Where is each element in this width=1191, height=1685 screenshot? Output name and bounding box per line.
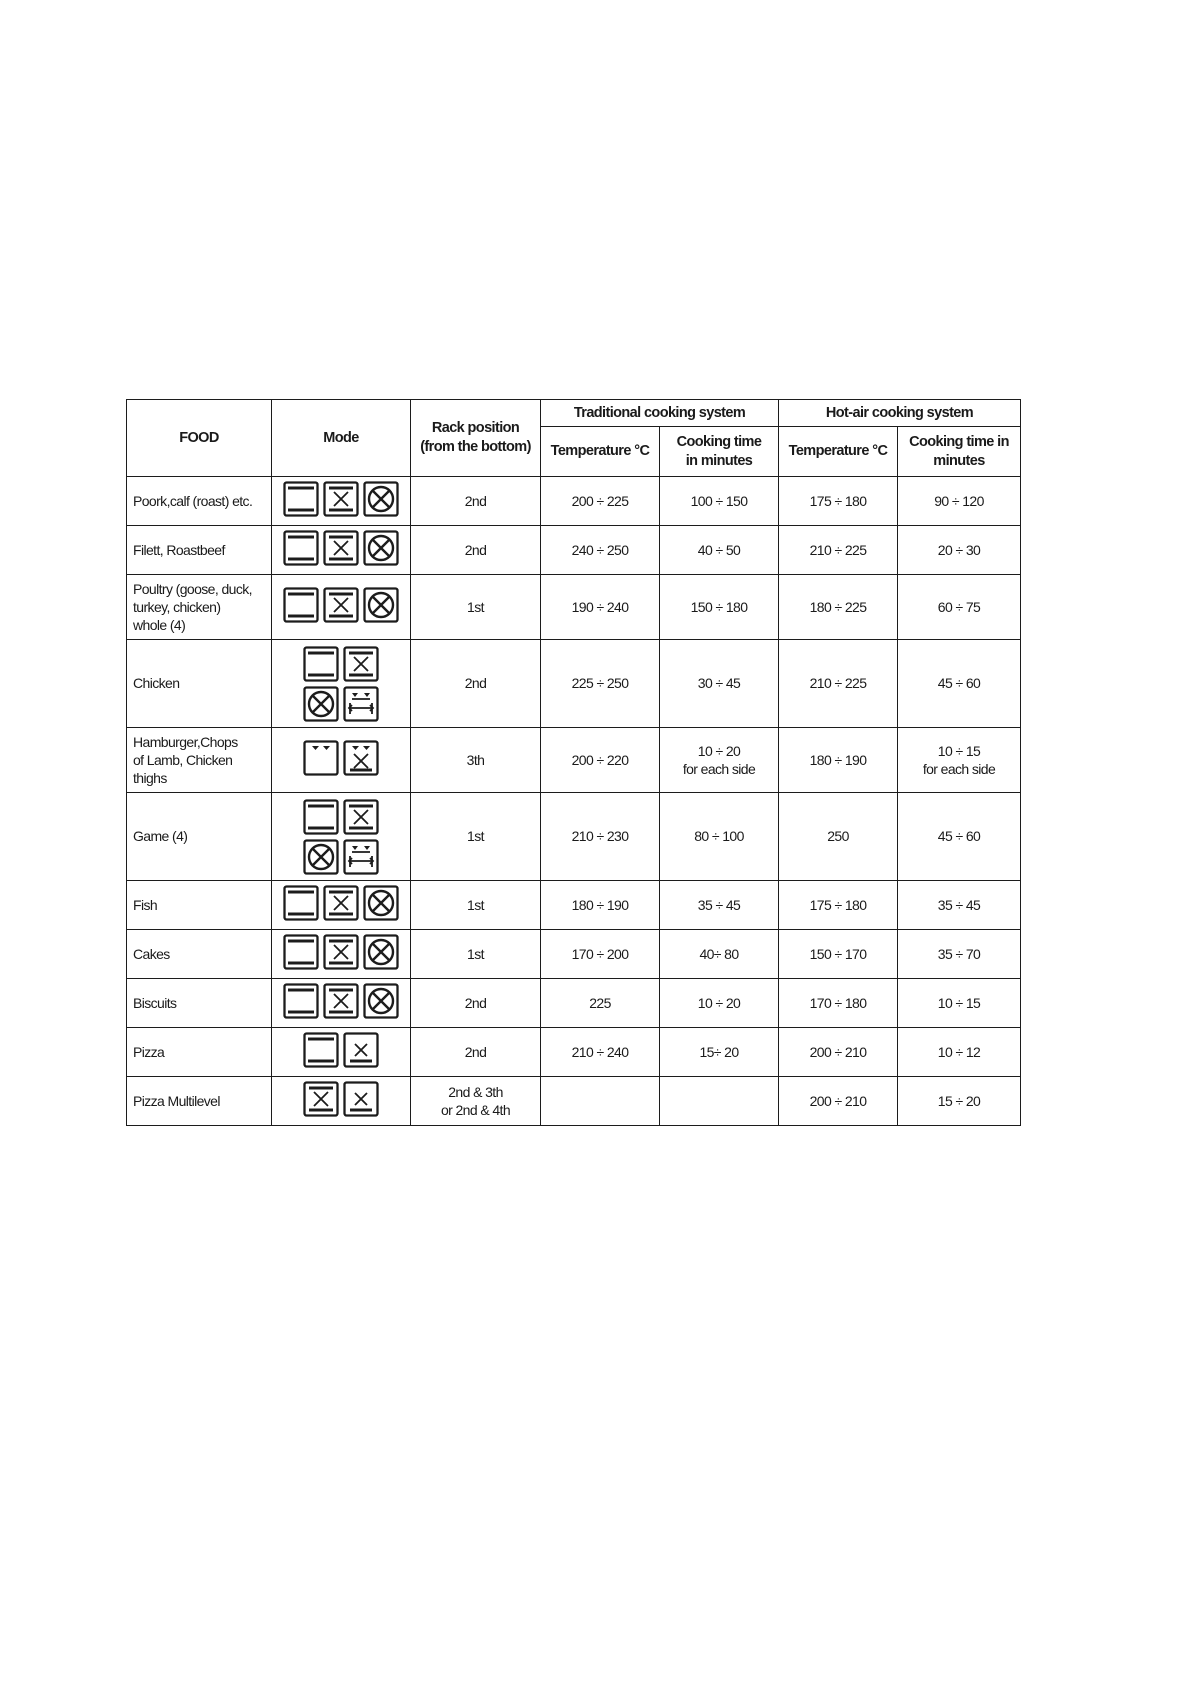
- fan-grill-icon: [323, 530, 359, 566]
- table-row: [127, 881, 1021, 930]
- table-row: [127, 793, 1021, 881]
- traditional-cooking-time-cell: 80 ÷ 100: [660, 793, 779, 881]
- header-food: FOOD: [127, 400, 272, 477]
- rack-position-cell: 3th: [411, 728, 541, 793]
- food-cell: Hamburger,Chops of Lamb, Chicken thighs: [127, 728, 272, 793]
- hot-air-temperature-cell: 175 ÷ 180: [779, 881, 898, 930]
- cooking-table: [126, 399, 1021, 1126]
- traditional-cooking-time-cell: [660, 1077, 779, 1126]
- food-cell: Fish: [127, 881, 272, 930]
- table-row: [127, 477, 1021, 526]
- hot-air-cooking-time-cell: 10 ÷ 15: [898, 979, 1021, 1028]
- food-cell: Pizza: [127, 1028, 272, 1077]
- rack-position-cell: 1st: [411, 793, 541, 881]
- food-cell: Game (4): [127, 793, 272, 881]
- traditional-cooking-time-cell: 150 ÷ 180: [660, 575, 779, 640]
- mode-cell: [272, 575, 411, 640]
- hot-air-temperature-cell: 200 ÷ 210: [779, 1077, 898, 1126]
- top-bottom-heat-icon: [283, 885, 319, 921]
- traditional-cooking-time-cell: 15÷ 20: [660, 1028, 779, 1077]
- traditional-cooking-time-cell: 10 ÷ 20: [660, 979, 779, 1028]
- fan-grill-icon: [303, 1081, 339, 1117]
- hot-air-temperature-cell: 175 ÷ 180: [779, 477, 898, 526]
- fan-icon: [303, 839, 339, 875]
- top-bottom-heat-icon: [283, 983, 319, 1019]
- table-row: [127, 1077, 1021, 1126]
- table-row: [127, 728, 1021, 793]
- rack-position-cell: 2nd: [411, 477, 541, 526]
- table-row: [127, 979, 1021, 1028]
- header-traditional-cooking-system: Traditional cooking system: [541, 400, 779, 427]
- fan-icon: [363, 587, 399, 623]
- traditional-temperature-cell: 210 ÷ 240: [541, 1028, 660, 1077]
- hot-air-cooking-time-cell: 60 ÷ 75: [898, 575, 1021, 640]
- rack-position-cell: 1st: [411, 575, 541, 640]
- hot-air-temperature-cell: 180 ÷ 225: [779, 575, 898, 640]
- hot-air-temperature-cell: 250: [779, 793, 898, 881]
- header-mode: Mode: [272, 400, 411, 477]
- traditional-temperature-cell: 200 ÷ 225: [541, 477, 660, 526]
- table-row: [127, 930, 1021, 979]
- table-header: [127, 400, 1021, 477]
- hot-air-temperature-cell: 200 ÷ 210: [779, 1028, 898, 1077]
- rack-position-cell: 1st: [411, 930, 541, 979]
- header-traditional-temperature: Temperature °C: [541, 427, 660, 477]
- table-row: [127, 640, 1021, 728]
- hot-air-temperature-cell: 150 ÷ 170: [779, 930, 898, 979]
- fan-icon: [363, 934, 399, 970]
- fan-grill-icon: [323, 934, 359, 970]
- mode-cell: [272, 728, 411, 793]
- fan-grill-icon: [343, 646, 379, 682]
- fan-icon: [363, 481, 399, 517]
- food-cell: Cakes: [127, 930, 272, 979]
- mode-cell: [272, 881, 411, 930]
- grill-fan-rotisserie-icon: [343, 839, 379, 875]
- traditional-temperature-cell: [541, 1077, 660, 1126]
- rack-position-cell: 2nd: [411, 640, 541, 728]
- hot-air-cooking-time-cell: 90 ÷ 120: [898, 477, 1021, 526]
- traditional-temperature-cell: 170 ÷ 200: [541, 930, 660, 979]
- traditional-temperature-cell: 210 ÷ 230: [541, 793, 660, 881]
- table-row: [127, 1028, 1021, 1077]
- mode-cell: [272, 793, 411, 881]
- hot-air-temperature-cell: 180 ÷ 190: [779, 728, 898, 793]
- traditional-temperature-cell: 190 ÷ 240: [541, 575, 660, 640]
- fan-icon: [363, 983, 399, 1019]
- fan-grill-icon: [323, 983, 359, 1019]
- mode-cell: [272, 477, 411, 526]
- hot-air-cooking-time-cell: 10 ÷ 12: [898, 1028, 1021, 1077]
- traditional-cooking-time-cell: 10 ÷ 20 for each side: [660, 728, 779, 793]
- fan-icon: [363, 530, 399, 566]
- food-cell: Biscuits: [127, 979, 272, 1028]
- hot-air-cooking-time-cell: 10 ÷ 15 for each side: [898, 728, 1021, 793]
- grill-fan-rotisserie-icon: [343, 686, 379, 722]
- header-hot-air-cooking-time: Cooking time in minutes: [898, 427, 1021, 477]
- food-cell: Poork,calf (roast) etc.: [127, 477, 272, 526]
- top-bottom-heat-icon: [283, 587, 319, 623]
- mode-cell: [272, 1077, 411, 1126]
- rack-position-cell: 1st: [411, 881, 541, 930]
- fan-grill-icon: [343, 799, 379, 835]
- top-bottom-heat-icon: [303, 1032, 339, 1068]
- hot-air-cooking-time-cell: 15 ÷ 20: [898, 1077, 1021, 1126]
- fan-grill-icon: [323, 885, 359, 921]
- grill-fan-icon: [343, 740, 379, 776]
- food-cell: Poultry (goose, duck, turkey, chicken) whole (4): [127, 575, 272, 640]
- top-bottom-heat-icon: [283, 530, 319, 566]
- fan-icon: [303, 686, 339, 722]
- fan-icon: [363, 885, 399, 921]
- top-bottom-heat-icon: [283, 481, 319, 517]
- bottom-fan-icon: [343, 1081, 379, 1117]
- table-body: [127, 477, 1021, 1126]
- traditional-cooking-time-cell: 30 ÷ 45: [660, 640, 779, 728]
- rack-position-cell: 2nd: [411, 526, 541, 575]
- header-hot-air-temperature: Temperature °C: [779, 427, 898, 477]
- rack-position-cell: 2nd & 3th or 2nd & 4th: [411, 1077, 541, 1126]
- traditional-temperature-cell: 240 ÷ 250: [541, 526, 660, 575]
- header-rack-position: Rack position (from the bottom): [411, 400, 541, 477]
- food-cell: Chicken: [127, 640, 272, 728]
- hot-air-temperature-cell: 210 ÷ 225: [779, 526, 898, 575]
- food-cell: Filett, Roastbeef: [127, 526, 272, 575]
- mode-cell: [272, 930, 411, 979]
- bottom-fan-icon: [343, 1032, 379, 1068]
- hot-air-temperature-cell: 170 ÷ 180: [779, 979, 898, 1028]
- traditional-cooking-time-cell: 40÷ 80: [660, 930, 779, 979]
- traditional-temperature-cell: 225: [541, 979, 660, 1028]
- mode-cell: [272, 640, 411, 728]
- rack-position-cell: 2nd: [411, 979, 541, 1028]
- mode-cell: [272, 979, 411, 1028]
- traditional-cooking-time-cell: 100 ÷ 150: [660, 477, 779, 526]
- traditional-temperature-cell: 225 ÷ 250: [541, 640, 660, 728]
- top-bottom-heat-icon: [303, 646, 339, 682]
- traditional-temperature-cell: 200 ÷ 220: [541, 728, 660, 793]
- traditional-cooking-time-cell: 40 ÷ 50: [660, 526, 779, 575]
- hot-air-cooking-time-cell: 35 ÷ 70: [898, 930, 1021, 979]
- mode-cell: [272, 526, 411, 575]
- grill-icon: [303, 740, 339, 776]
- table-row: [127, 526, 1021, 575]
- fan-grill-icon: [323, 587, 359, 623]
- hot-air-cooking-time-cell: 35 ÷ 45: [898, 881, 1021, 930]
- top-bottom-heat-icon: [303, 799, 339, 835]
- food-cell: Pizza Multilevel: [127, 1077, 272, 1126]
- fan-grill-icon: [323, 481, 359, 517]
- mode-cell: [272, 1028, 411, 1077]
- hot-air-cooking-time-cell: 45 ÷ 60: [898, 793, 1021, 881]
- top-bottom-heat-icon: [283, 934, 319, 970]
- rack-position-cell: 2nd: [411, 1028, 541, 1077]
- header-hot-air-cooking-system: Hot-air cooking system: [779, 400, 1021, 427]
- traditional-temperature-cell: 180 ÷ 190: [541, 881, 660, 930]
- hot-air-temperature-cell: 210 ÷ 225: [779, 640, 898, 728]
- table-row: [127, 575, 1021, 640]
- hot-air-cooking-time-cell: 45 ÷ 60: [898, 640, 1021, 728]
- traditional-cooking-time-cell: 35 ÷ 45: [660, 881, 779, 930]
- header-traditional-cooking-time: Cooking time in minutes: [660, 427, 779, 477]
- hot-air-cooking-time-cell: 20 ÷ 30: [898, 526, 1021, 575]
